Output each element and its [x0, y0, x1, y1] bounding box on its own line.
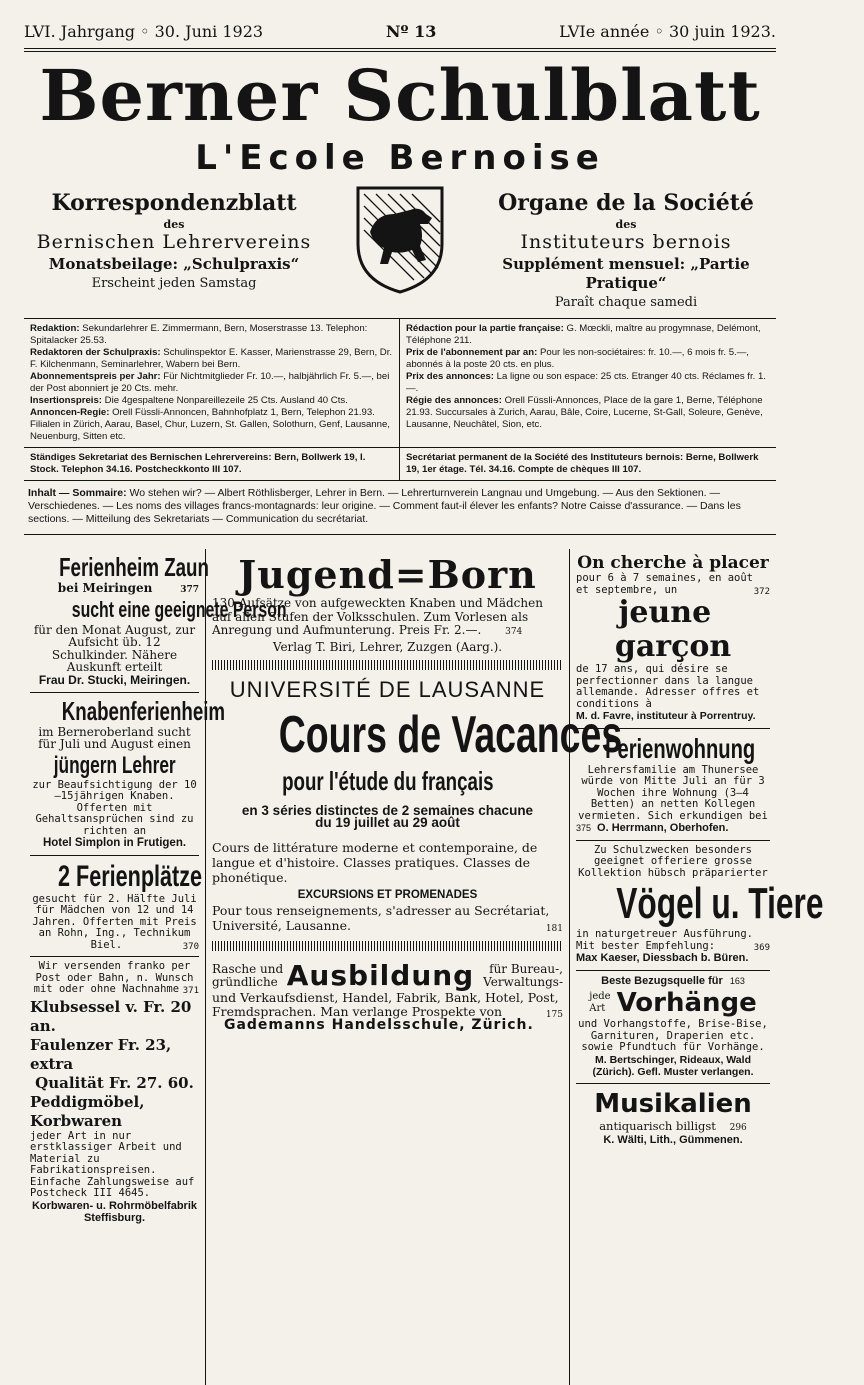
ad-number: 296 [729, 1122, 747, 1133]
ad-signature: K. Wälti, Lith., Gümmenen. [603, 1134, 743, 1147]
ad-line-3: Qualität Fr. 27. 60. [35, 1073, 194, 1092]
ad-title: Cours de Vacances [278, 705, 623, 764]
right-title-1: Organe de la Société [498, 190, 754, 216]
ad-contact: Pour tous renseignements, s'adresser au Secrétariat, Université, Lausanne. [212, 903, 550, 934]
info-block [24, 318, 776, 448]
info-left-0: Redaktion: Sekundarlehrer E. Zimmermann, Bern, Moserstrasse 13. Telephon: Spitalacker 25.53. [30, 323, 368, 346]
table-of-contents [24, 481, 776, 535]
ad-ferienheim-zaun [30, 549, 287, 693]
ad-body: Lehrersfamilie am Thunersee würde von Mitte Juli an für 3 Wochen ihre Wohnung (3—4 Betten) an netten Kollegen vermieten. Sich erkundigen bei [578, 763, 768, 822]
toc-text: Wo stehen wir? — Albert Röthlisberger, Lehrer in Bern. — Lehrerturnverein Langnau und Umgebung. — Aus den Sektionen. — Verschiedenes. — Les noms des villages francs-montagnards: leur origine. — Comment faut-il élever les enfants? Notre Caisse d'assurance. — Dans les sections. — Mitteilung des Sekretariats — Communication du secrétariat. [28, 487, 741, 525]
info-left [24, 319, 400, 447]
ad-pre-2: Art [589, 1003, 606, 1015]
left-title-3: Bernischen Lehrervereins [36, 231, 312, 254]
secretariat-fr: Secrétariat permanent de la Société des Instituteurs bernois: Berne, Bollwerk 19, 1er étage. Tél. 34.16. Compte de chèques III 107. [406, 452, 759, 475]
ad-intro: pour 6 à 7 semaines, en août et septembre, un [576, 572, 754, 596]
ad-intro: im Berneroberland sucht für Juli und August einen [38, 724, 191, 752]
bern-bear-crest-icon [354, 184, 446, 296]
info-left-4: Annoncen-Regie: Orell Füssli-Annoncen, Bahnhofplatz 1, Bern, Telephon 21.93. Filialen in Zürich, Aarau, Basel, Chur, Luzern, St. Gallen, Solothurn, Genf, Lausanne, Neuenburg, Sitten etc. [30, 407, 390, 442]
ad-number: 175 [545, 1010, 563, 1021]
ad-series: en 3 séries distinctes de 2 semaines chacune [241, 802, 534, 818]
ad-body: und Vorhangstoffe, Brise-Bise, Garnituren, Draperien etc. sowie Pfundtuch für Vorhänge. [578, 1018, 768, 1054]
secretariat-block [24, 448, 776, 481]
header-line [24, 22, 776, 46]
ad-body: jeder Art in nur erstklassiger Arbeit und Material zu Fabrikationspreisen. Einfache Zahlungsweise auf Postcheck III 4645. [30, 1129, 195, 1200]
ad-korbwaren [30, 957, 199, 1230]
ad-signature: M. d. Favre, instituteur à Porrentruy. [576, 710, 756, 722]
ad-headline: jeune garçon [614, 595, 732, 664]
ad-line-2: Faulenzer Fr. 23, extra [30, 1035, 172, 1073]
ad-musikalien [576, 1084, 770, 1152]
ad-signature: Verlag T. Biri, Lehrer, Zuzgen (Aarg.). [272, 639, 503, 654]
ad-signature: Korbwaren- u. Rohrmöbelfabrik Steffisburg. [31, 1199, 198, 1225]
masthead-subtitle: L'Ecole Bernoise [195, 138, 605, 178]
info-left-3: Insertionspreis: Die 4gespaltene Nonpareillezeile 25 Cts. Ausland 40 Cts. [30, 395, 348, 406]
ad-title: On cherche à placer [577, 553, 769, 573]
ad-body: Cours de littérature moderne et contemporaine, de langue et d'histoire. Classes pratiques. Classes de phonétique. [212, 839, 538, 885]
ad-line-4: Peddigmöbel, Korbwaren [30, 1092, 145, 1130]
ad-intro: Wir versenden franko per Post oder Bahn, n. Wunsch mit oder ohne Nachnahme [33, 960, 194, 996]
ad-voegel-tiere [576, 841, 824, 971]
ad-number: 181 [545, 924, 563, 935]
secretariat-de: Ständiges Sekretariat des Bernischen Lehrervereins: Bern, Bollwerk 19, I. Stock. Telephon 34.16. Postcheckkonto III 107. [24, 448, 400, 480]
ad-body: zur Beaufsichtigung der 10—15jährigen Knaben. Offerten mit Gehaltsansprüchen sind zu richten an [32, 778, 197, 837]
ad-body: antiquarisch billigst [599, 1118, 716, 1133]
ad-number: 374 [505, 627, 523, 637]
left-title-1: Korrespondenzblatt [51, 190, 297, 216]
ad-headline: jüngern Lehrer [53, 751, 176, 779]
ad-intro: Rasche und gründliche [212, 962, 284, 990]
ad-body: in naturgetreuer Ausführung. Mit bester Empfehlung: [576, 928, 754, 952]
header-volume-fr: LVIe année ◦ 30 juin 1923. [559, 22, 776, 41]
ad-title: Knabenferienheim [61, 695, 226, 726]
ad-subtitle: pour l'étude du français [281, 765, 494, 796]
right-title-2: des [615, 217, 637, 231]
info-right-1: Prix de l'abonnement par an: Pour les non-sociétaires: fr. 10.—, 6 mois fr. 5.—, abonnés à la poste 20 cts. en plus. [406, 347, 749, 370]
left-title-5: Erscheint jeden Samstag [91, 275, 257, 291]
left-title-2: des [163, 217, 185, 231]
ad-pre-1: jede [589, 991, 611, 1003]
ad-title: Jugend=Born [238, 552, 537, 597]
ad-number: 371 [182, 986, 199, 997]
right-title-3: Instituteurs bernois [520, 231, 732, 254]
ad-title: 2 Ferienplätze [58, 859, 203, 893]
ornament-rule [212, 941, 563, 951]
ad-line-1: Klubsessel v. Fr. 20 an. [30, 997, 192, 1035]
ad-title: Ausbildung [286, 959, 475, 993]
title-right [476, 190, 776, 310]
ad-signature: Gademanns Handelsschule, Zürich. [223, 1017, 534, 1034]
header-volume-de: LVI. Jahrgang ◦ 30. Juni 1923 [24, 22, 264, 41]
ad-intro-right: für Bureau-, Verwaltungs- [483, 962, 563, 990]
ad-signature: Hotel Simplon in Frutigen. [42, 837, 187, 850]
masthead-title: Berner Schulblatt [39, 54, 761, 137]
ad-dates: du 19 juillet au 29 août [315, 815, 460, 831]
ad-title: Ferienheim Zaun [59, 552, 209, 582]
left-title-4: Monatsbeilage: „Schulpraxis“ [48, 255, 300, 273]
ad-title: Vögel u. Tiere [616, 879, 824, 929]
ad-title: Vorhänge [616, 988, 757, 1019]
ad-number: 375 [576, 823, 592, 834]
ornament-rule [212, 660, 563, 670]
ad-ferienplaetze [30, 856, 203, 958]
ad-title: Ferienwohnung [605, 732, 756, 764]
info-right-2: Prix des annonces: La ligne ou son espace: 25 cts. Etranger 40 cts. Réclames fr. 1.—. [406, 371, 766, 394]
ad-excursions: EXCURSIONS ET PROMENADES [297, 888, 478, 901]
header-issue-number: Nº 13 [385, 22, 437, 41]
ad-knabenferienheim [30, 693, 226, 856]
ad-intro: Beste Bezugsquelle für [601, 974, 723, 987]
ad-gademanns [212, 957, 563, 1037]
info-left-2: Abonnementspreis per Jahr: Für Nichtmitglieder Fr. 10.—, halbjährlich Fr. 5.—, bei der Post abonniert je 20 Cts. mehr. [30, 371, 390, 394]
ad-body: und Verkaufsdienst, Handel, Fabrik, Bank, Hotel, Post, Fremdsprachen. Man verlange Prospekte von [212, 990, 559, 1020]
title-left [24, 190, 324, 310]
ad-column-right [570, 549, 824, 1385]
ad-university: UNIVERSITÉ DE LAUSANNE [229, 676, 546, 702]
info-right-0: Rédaction pour la partie française: G. Mœckli, maître au progymnase, Delémont, Téléphone 211. [406, 323, 761, 346]
right-title-5: Paraît chaque samedi [554, 294, 698, 310]
ad-number: 370 [182, 941, 199, 952]
ad-number: 369 [753, 942, 770, 953]
ad-intro: Zu Schulzwecken besonders geeignet offeriere grosse Kollektion hübsch präparierter [578, 843, 768, 879]
ad-number: 163 [729, 975, 745, 986]
ad-body: 130 Aufsätze von aufgeweckten Knaben und Mädchen auf allen Stufen der Volksschulen. Zum Vorlesen als Anregung und Aufmunterung. Preis Fr. 2.—. [212, 596, 543, 637]
ad-signature: Max Kaeser, Diessbach b. Büren. [576, 952, 749, 965]
ad-signature: Frau Dr. Stucki, Meiringen. [38, 672, 191, 687]
advertisements [24, 549, 824, 1385]
toc-label: Inhalt — Sommaire: [28, 487, 127, 499]
info-right [400, 319, 776, 447]
info-right-3: Régie des annonces: Orell Füssli-Annonces, Place de la gare 1, Berne, Téléphone 21.93. Succursales à Zurich, Aarau, Bâle, Coire, Lucerne, St-Gall, Soleure, Genève, Lausanne, Neuchâtel, Sion, etc. [406, 395, 763, 430]
ad-number: 377 [180, 585, 199, 595]
ad-signature: O. Herrmann, Oberhofen. [597, 822, 729, 835]
info-left-1: Redaktoren der Schulpraxis: Schulinspektor E. Kasser, Marienstrasse 29, Bern, Dr. F. Kilchenmann, Seminarlehrer, Wabern bei Bern. [30, 347, 393, 370]
ad-ferienwohnung [576, 729, 770, 841]
ad-number: 372 [753, 586, 770, 597]
ad-body: für den Monat August, zur Aufsicht üb. 12 Schulkinder. Nähere Auskunft erteilt [33, 622, 196, 675]
ad-jeune-garcon [576, 549, 770, 729]
title-block [24, 190, 776, 310]
ad-signature: M. Bertschinger, Rideaux, Wald (Zürich). Gefl. Muster verlangen. [592, 1053, 754, 1078]
ad-title: Musikalien [594, 1088, 752, 1119]
ad-headline: sucht eine geeignete Person [71, 596, 287, 622]
ad-vorhaenge [576, 971, 770, 1084]
newspaper-page [24, 22, 824, 1225]
ad-subtitle: bei Meiringen [57, 581, 153, 595]
ad-body: gesucht für 2. Hälfte Juli für Mädchen von 12 und 14 Jahren. Offerten mit Preis an Rohn, Ing., Technikum Biel. [32, 892, 197, 951]
ad-body: de 17 ans, qui désire se perfectionner dans la langue allemande. Adresser offres et conditions à [576, 663, 760, 710]
right-title-4: Supplément mensuel: „Partie Pratique“ [502, 255, 750, 292]
